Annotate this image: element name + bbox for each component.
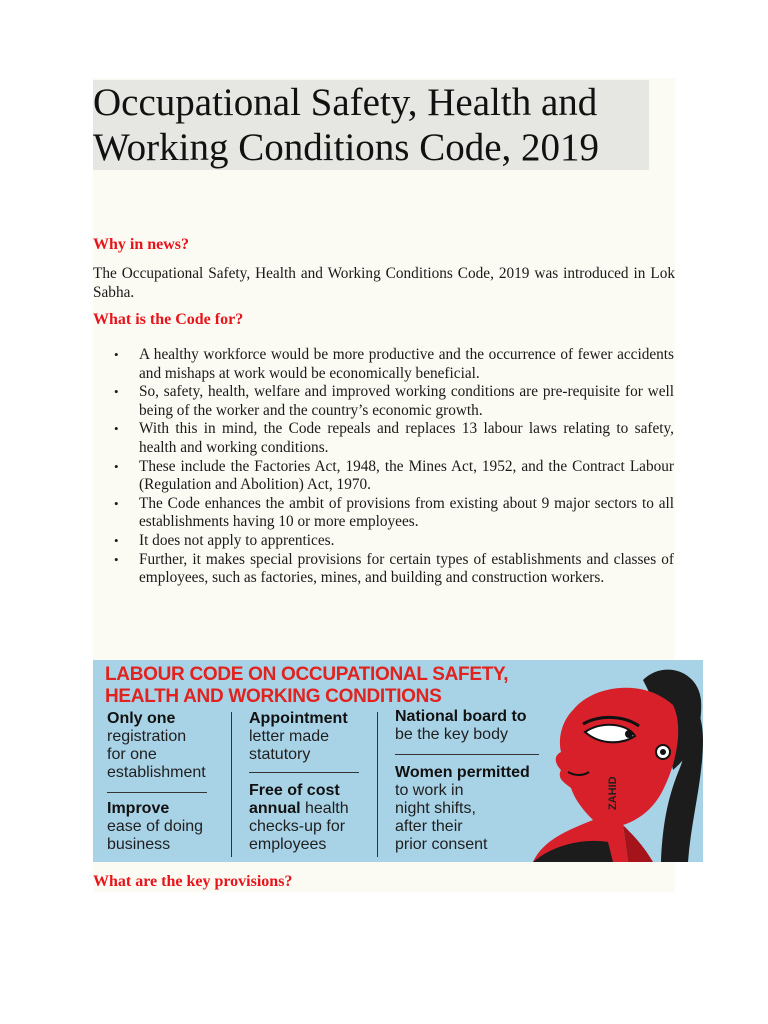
provisions-heading: What are the key provisions? (93, 873, 293, 890)
bullet-icon: • (114, 347, 119, 362)
title-line-2: Working Conditions Code, 2019 (93, 126, 600, 169)
infographic (93, 660, 703, 862)
infographic-title: LABOUR CODE ON OCCUPATIONAL SAFETY, HEALTH AND WORKING CONDITIONS (105, 664, 509, 707)
why-paragraph: The Occupational Safety, Health and Working Conditions Code, 2019 was introduced in Lok Sabha. (93, 265, 675, 301)
bullet-icon: • (114, 421, 119, 437)
list-item: • These include the Factories Act, 1948, the Mines Act, 1952, and the Contract Labour (Regulation and Abolition) Act, 1970. (114, 457, 674, 494)
list-item: • Further, it makes special provisions for certain types of establishments and classes of employees, such as factories, mines, and building and construction workers. (114, 550, 674, 587)
bullet-icon: • (114, 384, 119, 400)
point-national-board: National board to be the key body (395, 708, 527, 743)
point-women-night-shifts: Women permitted to work in night shifts, after their prior consent (395, 764, 530, 853)
woman-illustration-icon (513, 660, 703, 862)
divider (249, 772, 359, 773)
artist-credit: ZAHID (607, 776, 619, 810)
point-appointment-letter: Appointment letter made statutory (249, 710, 348, 763)
bullet-icon: • (114, 551, 119, 567)
what-heading: What is the Code for? (93, 311, 244, 328)
list-item: • With this in mind, the Code repeals and replaces 13 labour laws relating to safety, health and working conditions. (114, 420, 674, 456)
bullet-icon: • (114, 458, 119, 474)
list-item: • The Code enhances the ambit of provisions from existing about 9 major sectors to all establishments having 10 or more employees. (114, 494, 674, 531)
divider (231, 712, 232, 857)
why-heading: Why in news? (93, 236, 190, 253)
point-only-one-registration: Only one registration for one establishment (107, 710, 206, 781)
title-line-1: Occupational Safety, Health and (93, 81, 598, 124)
point-free-health-checkups: Free of cost annual health checks-up for employees (249, 782, 349, 853)
bullet-icon: • (114, 532, 119, 548)
page-title (93, 80, 649, 170)
list-item: • So, safety, health, welfare and improved working conditions are pre-requisite for well being of the worker and the country’s economic growth. (114, 383, 674, 419)
list-item: • It does not apply to apprentices. (114, 531, 335, 549)
divider (107, 792, 207, 793)
list-item: • A healthy workforce would be more productive and the occurrence of fewer accidents and mishaps at work would be economically beneficial. (114, 346, 674, 382)
divider (377, 712, 378, 857)
code-purpose-list (110, 346, 674, 588)
bullet-icon: • (114, 495, 119, 511)
point-ease-of-business: Improve ease of doing business (107, 800, 204, 853)
